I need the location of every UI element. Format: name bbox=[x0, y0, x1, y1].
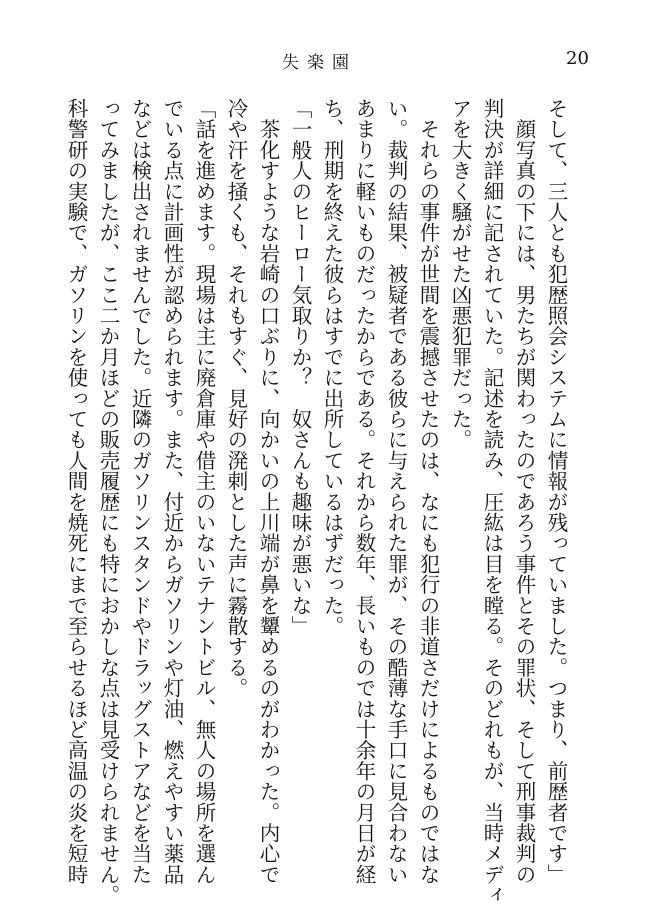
text-line-10: 茶化すような岩崎の口ぶりに、向かいの上川端が鼻を顰めるのがわかった。内心で bbox=[256, 98, 280, 885]
page-number: 20 bbox=[566, 48, 589, 69]
text-line-6: い。裁判の結果、被疑者である彼らに与えられた罪が、その酷薄な手口に見合わない bbox=[384, 98, 408, 885]
text-line-7: あまりに軽いものだったからである。それから数年、長いものでは十余年の月日が経 bbox=[352, 98, 376, 885]
running-header-title: 失楽園 bbox=[282, 53, 357, 73]
text-line-8: ち、刑期を終えた彼らはすでに出所しているはずだった。 bbox=[320, 98, 344, 637]
text-line-1: そして、三人とも犯歴照会システムに情報が残っていました。つまり、前歴者です」 bbox=[544, 98, 568, 885]
text-line-15: ってみましたが、ここ二か月ほどの販売履歴にも特におかしな点は見受けられません。 bbox=[96, 98, 120, 905]
text-line-13: でいる点に計画性が認められます。また、付近からガソリンや灯油、燃えやすい薬品 bbox=[160, 98, 184, 885]
text-line-5: それらの事件が世間を震撼させたのは、なにも犯行の非道さだけによるものではな bbox=[416, 98, 440, 885]
text-line-9: 「一般人のヒーロー気取りか？ 奴さんも趣味が悪いな」 bbox=[288, 98, 312, 637]
text-line-12: 「話を進めます。現場は主に廃倉庫や借主のいないテナントビル、無人の場所を選ん bbox=[192, 98, 216, 885]
text-line-2: 顔写真の下には、男たちが関わったのであろう事件とその罪状、そして刑事裁判の bbox=[512, 98, 536, 885]
text-line-16: 科警研の実験で、ガソリンを使っても人間を焼死にまで至らせるほど高温の炎を短時 bbox=[64, 98, 88, 885]
text-line-3: 判決が詳細に記されていた。記述を読み、圧紘は目を瞠る。そのどれもが、当時メディ bbox=[480, 98, 504, 905]
text-line-14: などは検出されませんでした。近隣のガソリンスタンドやドラッグストアなどを当た bbox=[128, 98, 152, 885]
text-line-4: アを大きく騒がせた凶悪犯罪だった。 bbox=[448, 98, 472, 450]
text-line-11: 冷や汗を掻くも、それもすぐ、見好の溌剌とした声に霧散する。 bbox=[224, 98, 248, 699]
vertical-body-text bbox=[64, 98, 572, 905]
